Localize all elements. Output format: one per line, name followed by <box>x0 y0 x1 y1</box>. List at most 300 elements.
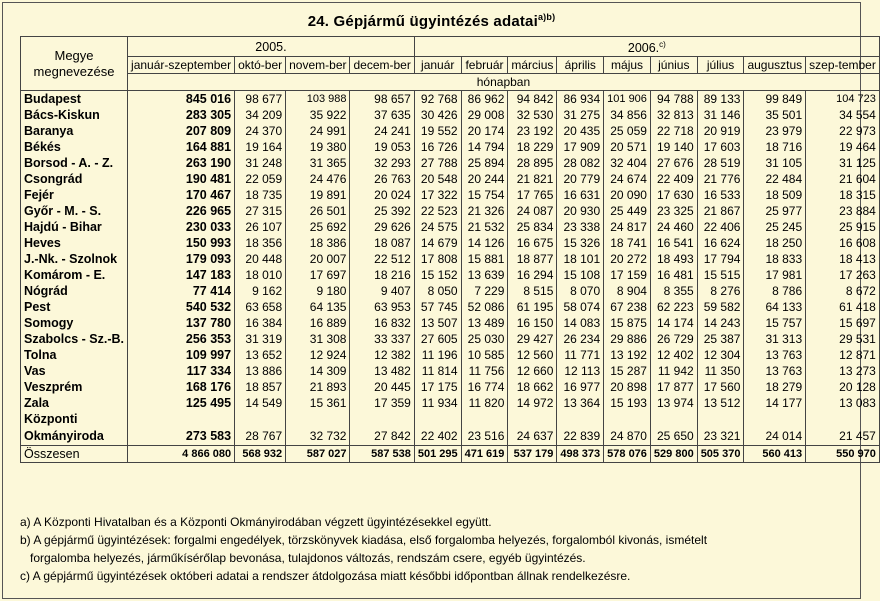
value-cell: 505 370 <box>697 446 744 463</box>
value-cell: 27 788 <box>414 155 461 171</box>
value-cell: 86 934 <box>557 91 604 108</box>
value-cell: 31 308 <box>286 331 350 347</box>
value-cell: 14 243 <box>697 315 744 331</box>
value-cell: 29 427 <box>508 331 557 347</box>
table-row <box>21 299 880 315</box>
value-cell: 35 922 <box>286 107 350 123</box>
table-row <box>21 139 880 155</box>
value-cell: 11 814 <box>414 363 461 379</box>
total-cell: 273 583 <box>128 411 235 446</box>
county-name-text: Csongrád <box>24 172 83 187</box>
value-cell: 9 180 <box>286 283 350 299</box>
value-cell: 98 657 <box>350 91 414 108</box>
value-cell: 13 482 <box>350 363 414 379</box>
value-cell: 8 355 <box>650 283 697 299</box>
value-cell: 25 059 <box>604 123 651 139</box>
value-cell: 18 087 <box>350 235 414 251</box>
value-cell: 12 304 <box>697 347 744 363</box>
value-cell: 11 934 <box>414 395 461 411</box>
total-cell: 845 016 <box>128 91 235 108</box>
value-cell: 23 979 <box>744 123 806 139</box>
value-cell: 17 877 <box>650 379 697 395</box>
value-cell: 89 133 <box>697 91 744 108</box>
month-header: augusztus <box>744 57 806 74</box>
value-cell: 28 895 <box>508 155 557 171</box>
unit-header: hónapban <box>128 74 880 91</box>
value-cell: 28 519 <box>697 155 744 171</box>
value-cell: 11 820 <box>461 395 508 411</box>
value-cell: 13 974 <box>650 395 697 411</box>
value-cell: 16 384 <box>235 315 286 331</box>
value-cell: 20 448 <box>235 251 286 267</box>
value-cell: 18 250 <box>744 235 806 251</box>
value-cell: 20 007 <box>286 251 350 267</box>
value-cell: 16 675 <box>508 235 557 251</box>
value-cell: 92 768 <box>414 91 461 108</box>
month-header: január <box>414 57 461 74</box>
county-name-text: Baranya <box>24 124 74 139</box>
page-title <box>0 12 863 30</box>
county-name <box>21 446 128 463</box>
county-name-text: Szabolcs - Sz.-B. <box>24 332 125 347</box>
value-cell: 22 406 <box>697 219 744 235</box>
value-cell: 8 904 <box>604 283 651 299</box>
value-cell: 24 674 <box>604 171 651 187</box>
value-cell: 18 833 <box>744 251 806 267</box>
county-name-text: Győr - M. - S. <box>24 204 102 219</box>
month-header: szep-tember <box>806 57 880 74</box>
value-cell: 13 273 <box>806 363 880 379</box>
value-cell: 18 716 <box>744 139 806 155</box>
total-cell: 263 190 <box>128 155 235 171</box>
total-cell: 77 414 <box>128 283 235 299</box>
value-cell: 14 679 <box>414 235 461 251</box>
value-cell: 9 407 <box>350 283 414 299</box>
county-name-text: Bács-Kiskun <box>24 108 100 123</box>
value-cell: 35 501 <box>744 107 806 123</box>
county-header-line2: megnevezése <box>33 63 115 79</box>
value-cell: 17 909 <box>557 139 604 155</box>
value-cell: 17 981 <box>744 267 806 283</box>
value-cell: 30 426 <box>414 107 461 123</box>
value-cell: 537 179 <box>508 446 557 463</box>
value-cell: 13 507 <box>414 315 461 331</box>
table-row <box>21 379 880 395</box>
county-name <box>21 139 128 155</box>
value-cell: 10 585 <box>461 347 508 363</box>
value-cell: 18 662 <box>508 379 557 395</box>
value-cell: 15 152 <box>414 267 461 283</box>
table-row <box>21 395 880 411</box>
county-name <box>21 331 128 347</box>
value-cell: 24 637 <box>508 411 557 446</box>
county-name-text: Okmányiroda <box>24 429 104 444</box>
footnote-b: b) A gépjármű ügyintézések: forgalmi engedélyek, törzskönyvek kiadása, első forgalomba helyezés, forgalomból kivonás, ismételt <box>20 533 708 547</box>
value-cell: 25 030 <box>461 331 508 347</box>
value-cell: 20 024 <box>350 187 414 203</box>
value-cell: 34 554 <box>806 107 880 123</box>
total-cell: 168 176 <box>128 379 235 395</box>
value-cell: 25 392 <box>350 203 414 219</box>
value-cell: 61 418 <box>806 299 880 315</box>
value-cell: 18 386 <box>286 235 350 251</box>
county-name-text: Veszprém <box>24 380 83 395</box>
value-cell: 16 832 <box>350 315 414 331</box>
value-cell: 11 196 <box>414 347 461 363</box>
value-cell: 31 365 <box>286 155 350 171</box>
month-header: január-szeptember <box>128 57 235 74</box>
total-cell: 226 965 <box>128 203 235 219</box>
value-cell: 94 842 <box>508 91 557 108</box>
value-cell: 19 552 <box>414 123 461 139</box>
county-header-line1: Megye <box>54 47 94 63</box>
total-cell: 117 334 <box>128 363 235 379</box>
value-cell: 15 326 <box>557 235 604 251</box>
value-cell: 29 531 <box>806 331 880 347</box>
value-cell: 15 108 <box>557 267 604 283</box>
value-cell: 20 244 <box>461 171 508 187</box>
month-header: február <box>461 57 508 74</box>
value-cell: 15 361 <box>286 395 350 411</box>
total-cell: 150 993 <box>128 235 235 251</box>
value-cell: 471 619 <box>461 446 508 463</box>
county-name-text: Hajdú - Bihar <box>24 220 102 235</box>
county-name <box>21 251 128 267</box>
value-cell: 24 476 <box>286 171 350 187</box>
value-cell: 104 723 <box>806 91 880 108</box>
value-cell: 28 767 <box>235 411 286 446</box>
value-cell: 17 808 <box>414 251 461 267</box>
value-cell: 24 014 <box>744 411 806 446</box>
table-row <box>21 219 880 235</box>
county-name <box>21 363 128 379</box>
value-cell: 32 813 <box>650 107 697 123</box>
value-cell: 98 677 <box>235 91 286 108</box>
county-name-text: Központi <box>24 412 78 427</box>
value-cell: 21 893 <box>286 379 350 395</box>
value-cell: 13 652 <box>235 347 286 363</box>
value-cell: 578 076 <box>604 446 651 463</box>
total-cell: 109 997 <box>128 347 235 363</box>
value-cell: 17 263 <box>806 267 880 283</box>
year-2006-footnote-mark: c) <box>659 40 666 49</box>
value-cell: 18 315 <box>806 187 880 203</box>
value-cell: 560 413 <box>744 446 806 463</box>
month-header: novem-ber <box>286 57 350 74</box>
value-cell: 13 192 <box>604 347 651 363</box>
value-cell: 20 445 <box>350 379 414 395</box>
value-cell: 14 174 <box>650 315 697 331</box>
value-cell: 63 658 <box>235 299 286 315</box>
table-row <box>21 331 880 347</box>
value-cell: 32 404 <box>604 155 651 171</box>
value-cell: 23 884 <box>806 203 880 219</box>
value-cell: 26 763 <box>350 171 414 187</box>
value-cell: 12 113 <box>557 363 604 379</box>
value-cell: 13 083 <box>806 395 880 411</box>
value-cell: 17 603 <box>697 139 744 155</box>
value-cell: 64 133 <box>744 299 806 315</box>
value-cell: 498 373 <box>557 446 604 463</box>
value-cell: 17 159 <box>604 267 651 283</box>
value-cell: 101 906 <box>604 91 651 108</box>
value-cell: 15 193 <box>604 395 651 411</box>
county-name <box>21 283 128 299</box>
county-name-text: Pest <box>24 300 51 315</box>
value-cell: 34 856 <box>604 107 651 123</box>
value-cell: 20 898 <box>604 379 651 395</box>
value-cell: 17 322 <box>414 187 461 203</box>
county-name-text: Budapest <box>24 92 81 107</box>
value-cell: 12 660 <box>508 363 557 379</box>
county-name-text: Borsod - A. - Z. <box>24 156 114 171</box>
value-cell: 31 313 <box>744 331 806 347</box>
value-cell: 25 387 <box>697 331 744 347</box>
value-cell: 24 087 <box>508 203 557 219</box>
value-cell: 18 413 <box>806 251 880 267</box>
title-footnote-mark: a)b) <box>537 12 556 22</box>
value-cell: 17 697 <box>286 267 350 283</box>
month-header: április <box>557 57 604 74</box>
value-cell: 22 059 <box>235 171 286 187</box>
value-cell: 32 530 <box>508 107 557 123</box>
value-cell: 13 489 <box>461 315 508 331</box>
county-column-header <box>21 37 128 91</box>
value-cell: 33 337 <box>350 331 414 347</box>
value-cell: 16 977 <box>557 379 604 395</box>
table-row <box>21 267 880 283</box>
value-cell: 20 548 <box>414 171 461 187</box>
value-cell: 568 932 <box>235 446 286 463</box>
value-cell: 587 538 <box>350 446 414 463</box>
month-header: decem-ber <box>350 57 414 74</box>
value-cell: 587 027 <box>286 446 350 463</box>
value-cell: 22 402 <box>414 411 461 446</box>
value-cell: 26 107 <box>235 219 286 235</box>
value-cell: 15 697 <box>806 315 880 331</box>
value-cell: 14 083 <box>557 315 604 331</box>
value-cell: 103 988 <box>286 91 350 108</box>
value-cell: 501 295 <box>414 446 461 463</box>
county-name <box>21 91 128 108</box>
value-cell: 22 839 <box>557 411 604 446</box>
county-name-text: Összesen <box>24 447 80 462</box>
value-cell: 25 977 <box>744 203 806 219</box>
county-name-text: Komárom - E. <box>24 268 106 283</box>
county-name-text: Somogy <box>24 316 74 331</box>
value-cell: 12 560 <box>508 347 557 363</box>
value-cell: 21 457 <box>806 411 880 446</box>
value-cell: 20 090 <box>604 187 651 203</box>
value-cell: 12 382 <box>350 347 414 363</box>
total-cell: 147 183 <box>128 267 235 283</box>
value-cell: 16 608 <box>806 235 880 251</box>
value-cell: 37 635 <box>350 107 414 123</box>
value-cell: 14 549 <box>235 395 286 411</box>
total-cell: 179 093 <box>128 251 235 267</box>
table-row <box>21 411 880 446</box>
value-cell: 21 867 <box>697 203 744 219</box>
value-cell: 21 821 <box>508 171 557 187</box>
value-cell: 21 326 <box>461 203 508 219</box>
value-cell: 25 245 <box>744 219 806 235</box>
county-name-text: Vas <box>24 364 46 379</box>
value-cell: 13 886 <box>235 363 286 379</box>
county-name <box>21 315 128 331</box>
value-cell: 18 356 <box>235 235 286 251</box>
value-cell: 18 216 <box>350 267 414 283</box>
value-cell: 24 460 <box>650 219 697 235</box>
total-cell: 4 866 080 <box>128 446 235 463</box>
value-cell: 24 870 <box>604 411 651 446</box>
value-cell: 13 364 <box>557 395 604 411</box>
value-cell: 63 953 <box>350 299 414 315</box>
value-cell: 19 164 <box>235 139 286 155</box>
county-name <box>21 219 128 235</box>
value-cell: 8 070 <box>557 283 604 299</box>
value-cell: 27 842 <box>350 411 414 446</box>
value-cell: 22 718 <box>650 123 697 139</box>
value-cell: 13 763 <box>744 363 806 379</box>
county-name-text: Zala <box>24 396 50 411</box>
value-cell: 13 763 <box>744 347 806 363</box>
value-cell: 20 930 <box>557 203 604 219</box>
value-cell: 31 146 <box>697 107 744 123</box>
value-cell: 29 008 <box>461 107 508 123</box>
value-cell: 29 886 <box>604 331 651 347</box>
value-cell: 25 692 <box>286 219 350 235</box>
total-cell: 137 780 <box>128 315 235 331</box>
value-cell: 17 794 <box>697 251 744 267</box>
value-cell: 8 276 <box>697 283 744 299</box>
table-row <box>21 235 880 251</box>
county-name <box>21 299 128 315</box>
value-cell: 32 293 <box>350 155 414 171</box>
total-cell: 164 881 <box>128 139 235 155</box>
value-cell: 529 800 <box>650 446 697 463</box>
county-name-text: Nógrád <box>24 284 68 299</box>
value-cell: 14 794 <box>461 139 508 155</box>
value-cell: 17 359 <box>350 395 414 411</box>
county-name <box>21 107 128 123</box>
value-cell: 23 321 <box>697 411 744 446</box>
value-cell: 61 195 <box>508 299 557 315</box>
value-cell: 24 241 <box>350 123 414 139</box>
value-cell: 23 192 <box>508 123 557 139</box>
total-cell: 283 305 <box>128 107 235 123</box>
vehicle-admin-table <box>20 36 880 463</box>
value-cell: 20 435 <box>557 123 604 139</box>
value-cell: 8 786 <box>744 283 806 299</box>
value-cell: 18 229 <box>508 139 557 155</box>
value-cell: 31 275 <box>557 107 604 123</box>
county-name <box>21 411 128 446</box>
county-name-text: Békés <box>24 140 61 155</box>
value-cell: 27 605 <box>414 331 461 347</box>
value-cell: 8 050 <box>414 283 461 299</box>
county-name <box>21 171 128 187</box>
value-cell: 21 604 <box>806 171 880 187</box>
value-cell: 14 177 <box>744 395 806 411</box>
value-cell: 16 541 <box>650 235 697 251</box>
value-cell: 16 774 <box>461 379 508 395</box>
value-cell: 15 515 <box>697 267 744 283</box>
value-cell: 22 523 <box>414 203 461 219</box>
value-cell: 62 223 <box>650 299 697 315</box>
table-row <box>21 171 880 187</box>
county-name <box>21 155 128 171</box>
value-cell: 24 370 <box>235 123 286 139</box>
county-name <box>21 187 128 203</box>
value-cell: 15 875 <box>604 315 651 331</box>
value-cell: 13 639 <box>461 267 508 283</box>
title-text: 24. Gépjármű ügyintézés adatai <box>307 13 538 30</box>
value-cell: 27 676 <box>650 155 697 171</box>
county-name <box>21 347 128 363</box>
value-cell: 19 053 <box>350 139 414 155</box>
value-cell: 64 135 <box>286 299 350 315</box>
table-row <box>21 363 880 379</box>
value-cell: 23 338 <box>557 219 604 235</box>
value-cell: 16 294 <box>508 267 557 283</box>
value-cell: 19 464 <box>806 139 880 155</box>
county-name <box>21 379 128 395</box>
value-cell: 86 962 <box>461 91 508 108</box>
value-cell: 18 010 <box>235 267 286 283</box>
value-cell: 25 834 <box>508 219 557 235</box>
value-cell: 14 126 <box>461 235 508 251</box>
value-cell: 16 150 <box>508 315 557 331</box>
footnote-b-continued: forgalomba helyezés, járműkísérőlap bevonása, tulajdonos változás, rendszám csere, egyéb ügyintézés. <box>30 551 586 565</box>
value-cell: 18 741 <box>604 235 651 251</box>
table-row <box>21 283 880 299</box>
value-cell: 8 515 <box>508 283 557 299</box>
value-cell: 27 315 <box>235 203 286 219</box>
value-cell: 16 889 <box>286 315 350 331</box>
year-2006-header <box>414 37 879 57</box>
value-cell: 22 512 <box>350 251 414 267</box>
value-cell: 18 857 <box>235 379 286 395</box>
value-cell: 94 788 <box>650 91 697 108</box>
value-cell: 67 238 <box>604 299 651 315</box>
value-cell: 20 174 <box>461 123 508 139</box>
value-cell: 31 125 <box>806 155 880 171</box>
value-cell: 17 765 <box>508 187 557 203</box>
table-row <box>21 123 880 139</box>
value-cell: 19 140 <box>650 139 697 155</box>
county-name-text: Heves <box>24 236 61 251</box>
value-cell: 9 162 <box>235 283 286 299</box>
month-header: május <box>604 57 651 74</box>
year-2005-header <box>128 37 415 57</box>
total-cell: 256 353 <box>128 331 235 347</box>
value-cell: 59 582 <box>697 299 744 315</box>
value-cell: 11 756 <box>461 363 508 379</box>
value-cell: 16 481 <box>650 267 697 283</box>
county-name <box>21 123 128 139</box>
county-name <box>21 235 128 251</box>
value-cell: 16 631 <box>557 187 604 203</box>
value-cell: 17 560 <box>697 379 744 395</box>
footnote-a: a) A Központi Hivatalban és a Központi Okmányirodában végzett ügyintézésekkel együtt. <box>20 515 492 529</box>
value-cell: 25 894 <box>461 155 508 171</box>
value-cell: 52 086 <box>461 299 508 315</box>
value-cell: 28 082 <box>557 155 604 171</box>
total-cell: 230 033 <box>128 219 235 235</box>
total-cell: 125 495 <box>128 395 235 411</box>
value-cell: 34 209 <box>235 107 286 123</box>
county-name <box>21 395 128 411</box>
